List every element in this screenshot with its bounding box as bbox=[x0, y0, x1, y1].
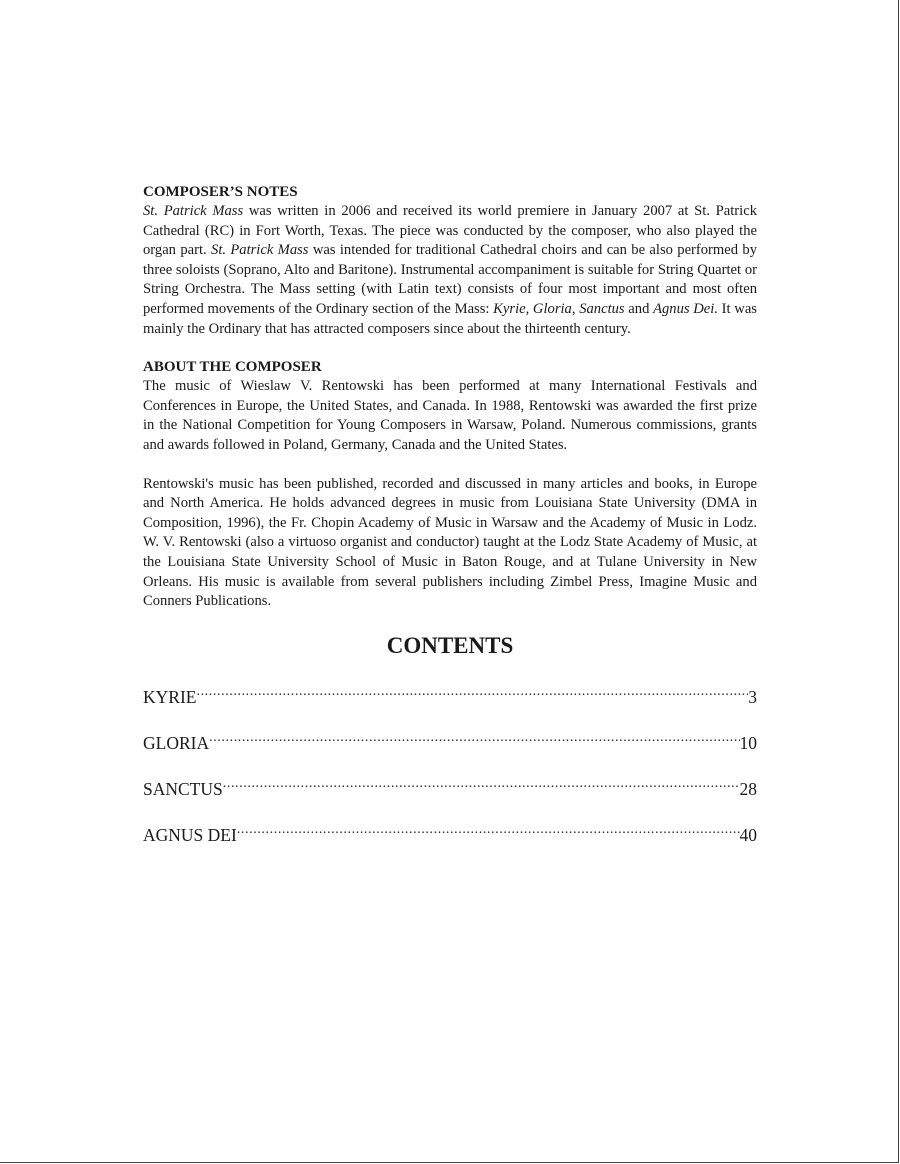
about-paragraph-1: The music of Wieslaw V. Rentowski has been performed at many International Festivals and Conferences in Europe, the United States, and Canada. In 1988, Rentowski was awarded the first prize in the National Competition for Young Composers in Warsaw, Poland. Numerous commissions, grants and awards followed in Poland, Germany, Canada and the United States. bbox=[143, 378, 757, 453]
toc-leader-dots bbox=[223, 773, 740, 795]
toc-entry-gloria[interactable] bbox=[143, 727, 757, 753]
toc-label: SANCTUS bbox=[143, 778, 223, 799]
composers-notes-heading: COMPOSER’S NOTES bbox=[143, 184, 298, 200]
toc-entry-kyrie[interactable] bbox=[143, 681, 757, 707]
toc-label: GLORIA bbox=[143, 732, 210, 753]
about-composer-section bbox=[143, 358, 757, 612]
toc-label: KYRIE bbox=[143, 686, 197, 707]
movement-name: Agnus Dei. bbox=[653, 300, 718, 317]
toc-leader-dots bbox=[209, 727, 739, 749]
toc-page-number: 3 bbox=[748, 686, 757, 707]
toc-page-number: 40 bbox=[739, 824, 757, 845]
toc-entry-sanctus[interactable] bbox=[143, 773, 757, 799]
work-title: St. Patrick Mass bbox=[143, 203, 244, 219]
composers-notes-text: St. Patrick Mass was written in 2006 and received its world premiere in January 2007 at St. Patrick Cathedral (RC) in Fort Worth, Texas. The piece was conducted by the composer, who also played the organ part. St. Patrick Mass was intended for traditional Cathedral choirs and can be also performed by three soloists (Soprano, Alto and Baritone). Instrumental accompaniment is suitable for String Quartet or String Orchestra. The Mass setting (with Latin text) consists of four most important and most often performed movements of the Ordinary section of the Mass: Kyrie, Gloria, Sanctus and Agnus Dei. It was mainly the Ordinary that has attracted composers since about the thirteenth century. bbox=[143, 203, 757, 337]
work-title: St. Patrick Mass bbox=[211, 242, 309, 259]
movement-names: Kyrie, Gloria, Sanctus bbox=[493, 300, 625, 317]
toc-page-number: 28 bbox=[739, 778, 757, 799]
toc-label: AGNUS DEI bbox=[143, 824, 237, 845]
toc-leader-dots bbox=[196, 681, 748, 703]
composers-notes-section bbox=[143, 183, 757, 339]
about-paragraph-2: Rentowski's music has been published, recorded and discussed in many articles and books, in Europe and North America. He holds advanced degrees in music from Louisiana State University (DMA in Composition, 1996), the Fr. Chopin Academy of Music in Warsaw and the Academy of Music in Lodz. W. V. Rentowski (also a virtuoso organist and conductor) taught at the Lodz State Academy of Music, at the Louisiana State University School of Music in Baton Rouge, and at Tulane University in New Orleans. His music is available from several publishers including Zimbel Press, Imagine Music and Conners Publications. bbox=[143, 475, 757, 610]
table-of-contents bbox=[143, 681, 757, 845]
contents-title: CONTENTS bbox=[386, 632, 514, 658]
toc-leader-dots bbox=[237, 819, 740, 841]
about-composer-heading: ABOUT THE COMPOSER bbox=[143, 359, 322, 376]
document-body bbox=[143, 183, 757, 865]
toc-entry-agnus-dei[interactable] bbox=[143, 819, 757, 845]
toc-page-number: 10 bbox=[739, 732, 757, 753]
